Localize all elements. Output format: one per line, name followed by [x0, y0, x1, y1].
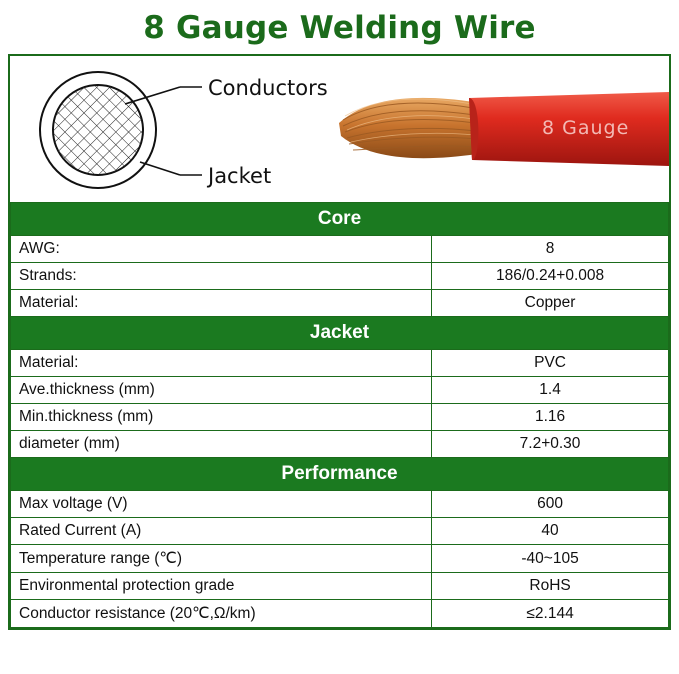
table-row: [11, 290, 669, 317]
jacket-label: Jacket: [208, 164, 272, 188]
spec-label: Max voltage (V): [11, 491, 432, 518]
spec-value: 1.4: [432, 377, 669, 404]
spec-table-body: [11, 203, 669, 628]
table-row: [11, 545, 669, 573]
section-header-row: [11, 458, 669, 491]
section-heading: Core: [11, 203, 669, 236]
spec-value: 600: [432, 491, 669, 518]
table-row: [11, 377, 669, 404]
spec-label: diameter (mm): [11, 431, 432, 458]
spec-value: 186/0.24+0.008: [432, 263, 669, 290]
spec-label: AWG:: [11, 236, 432, 263]
cable-overlay-text: 8 Gauge: [542, 117, 630, 139]
section-heading: Performance: [11, 458, 669, 491]
table-row: [11, 404, 669, 431]
table-row: [11, 518, 669, 545]
section-header-row: [11, 203, 669, 236]
spec-label: Conductor resistance (20℃,Ω/km): [11, 600, 432, 628]
spec-label: Temperature range (℃): [11, 545, 432, 573]
spec-label: Rated Current (A): [11, 518, 432, 545]
page-title: 8 Gauge Welding Wire: [143, 10, 536, 46]
section-heading: Jacket: [11, 317, 669, 350]
spec-value: -40~105: [432, 545, 669, 573]
spec-value: ≤2.144: [432, 600, 669, 628]
section-header-row: [11, 317, 669, 350]
spec-card: [8, 54, 671, 630]
spec-value: 40: [432, 518, 669, 545]
spec-label: Material:: [11, 350, 432, 377]
spec-label: Min.thickness (mm): [11, 404, 432, 431]
spec-label: Environmental protection grade: [11, 573, 432, 600]
table-row: [11, 491, 669, 518]
spec-table: [10, 202, 669, 628]
table-row: [11, 600, 669, 628]
conductors-label: Conductors: [208, 76, 328, 100]
spec-label: Strands:: [11, 263, 432, 290]
cross-section-diagram: [20, 62, 330, 198]
spec-value: RoHS: [432, 573, 669, 600]
illustration-area: [10, 56, 669, 202]
table-row: [11, 236, 669, 263]
spec-value: 1.16: [432, 404, 669, 431]
table-row: [11, 350, 669, 377]
spec-label: Ave.thickness (mm): [11, 377, 432, 404]
spec-value: 7.2+0.30: [432, 431, 669, 458]
spec-label: Material:: [11, 290, 432, 317]
spec-value: PVC: [432, 350, 669, 377]
spec-value: Copper: [432, 290, 669, 317]
table-row: [11, 431, 669, 458]
cable-photo: [329, 68, 669, 186]
table-row: [11, 573, 669, 600]
spec-value: 8: [432, 236, 669, 263]
table-row: [11, 263, 669, 290]
